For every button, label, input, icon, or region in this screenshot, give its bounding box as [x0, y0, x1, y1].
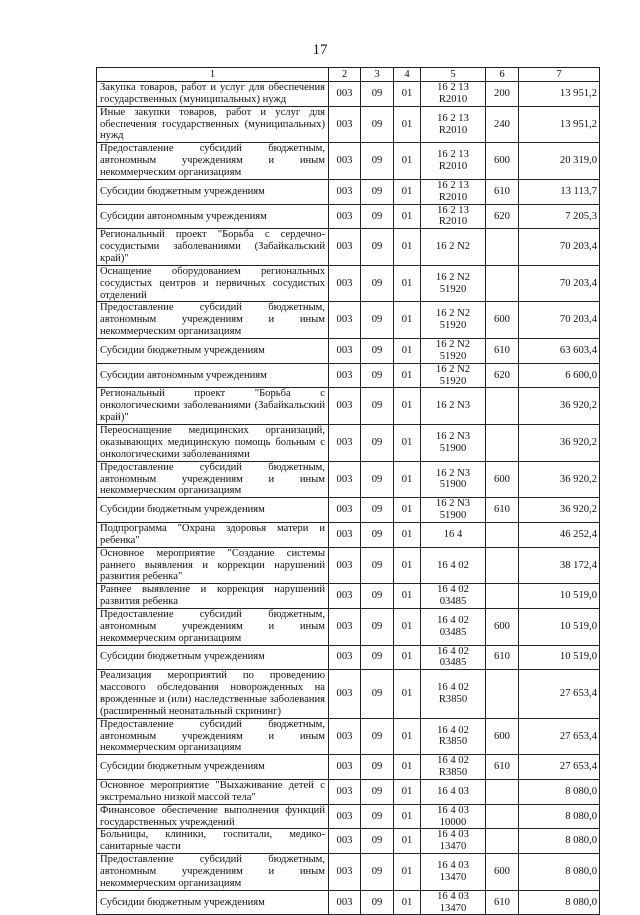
row-subsection-code: 01	[394, 204, 421, 229]
row-subsection-code: 01	[394, 779, 421, 804]
row-admin-code: 003	[329, 339, 361, 364]
row-subsection-code: 01	[394, 547, 421, 584]
row-expense-type	[486, 670, 519, 718]
row-subsection-code: 01	[394, 302, 421, 339]
row-section-code: 09	[361, 461, 394, 498]
table-row	[97, 229, 600, 266]
row-expense-type	[486, 522, 519, 547]
row-name: Предоставление субсидий бюджетным, автономным учреждениям и иным некоммерческим организациям	[97, 854, 329, 891]
row-name: Региональный проект "Борьба с онкологическими заболеваниями (Забайкальский край)"	[97, 388, 329, 425]
row-amount: 13 113,7	[519, 179, 600, 204]
table-row	[97, 854, 600, 891]
table-row	[97, 498, 600, 523]
row-expense-type: 600	[486, 854, 519, 891]
row-admin-code: 003	[329, 829, 361, 854]
row-target-article: 16 4 02 03485	[421, 608, 486, 645]
row-admin-code: 003	[329, 229, 361, 266]
header-cell: 1	[97, 68, 329, 82]
row-expense-type: 610	[486, 645, 519, 670]
table-row	[97, 547, 600, 584]
row-target-article: 16 4 03 10000	[421, 804, 486, 829]
row-amount: 8 080,0	[519, 890, 600, 915]
row-name: Предоставление субсидий бюджетным, автономным учреждениям и иным некоммерческим организациям	[97, 608, 329, 645]
table-row	[97, 829, 600, 854]
row-name: Раннее выявление и коррекция нарушений развития ребенка	[97, 584, 329, 609]
table-header-row	[97, 68, 600, 82]
row-expense-type	[486, 388, 519, 425]
row-admin-code: 003	[329, 425, 361, 462]
row-target-article: 16 4 02 03485	[421, 584, 486, 609]
table-row	[97, 82, 600, 107]
row-admin-code: 003	[329, 584, 361, 609]
row-target-article: 16 2 13 R2010	[421, 106, 486, 143]
row-target-article: 16 2 N3 51900	[421, 498, 486, 523]
table-row	[97, 804, 600, 829]
row-target-article: 16 2 13 R2010	[421, 143, 486, 180]
row-name: Субсидии автономным учреждениям	[97, 363, 329, 388]
row-target-article: 16 4 02 03485	[421, 645, 486, 670]
row-amount: 8 080,0	[519, 779, 600, 804]
row-target-article: 16 2 N2	[421, 229, 486, 266]
row-target-article: 16 4 02 R3850	[421, 718, 486, 755]
row-subsection-code: 01	[394, 179, 421, 204]
row-section-code: 09	[361, 204, 394, 229]
row-section-code: 09	[361, 854, 394, 891]
header-cell: 6	[486, 68, 519, 82]
row-target-article: 16 2 N2 51920	[421, 302, 486, 339]
header-cell: 2	[329, 68, 361, 82]
header-cell: 3	[361, 68, 394, 82]
row-subsection-code: 01	[394, 425, 421, 462]
row-name: Субсидии бюджетным учреждениям	[97, 179, 329, 204]
row-name: Предоставление субсидий бюджетным, автономным учреждениям и иным некоммерческим организациям	[97, 718, 329, 755]
row-section-code: 09	[361, 522, 394, 547]
row-expense-type: 620	[486, 363, 519, 388]
row-expense-type: 610	[486, 179, 519, 204]
row-amount: 70 203,4	[519, 229, 600, 266]
row-target-article: 16 2 N3	[421, 388, 486, 425]
row-section-code: 09	[361, 265, 394, 302]
row-amount: 10 519,0	[519, 608, 600, 645]
row-target-article: 16 4 02 R3850	[421, 670, 486, 718]
row-section-code: 09	[361, 143, 394, 180]
row-admin-code: 003	[329, 143, 361, 180]
row-section-code: 09	[361, 106, 394, 143]
row-amount: 70 203,4	[519, 302, 600, 339]
row-name: Субсидии бюджетным учреждениям	[97, 498, 329, 523]
row-name: Субсидии автономным учреждениям	[97, 204, 329, 229]
table-row	[97, 645, 600, 670]
row-amount: 27 653,4	[519, 718, 600, 755]
row-amount: 10 519,0	[519, 645, 600, 670]
row-section-code: 09	[361, 547, 394, 584]
row-target-article: 16 2 13 R2010	[421, 179, 486, 204]
header-cell: 5	[421, 68, 486, 82]
row-name: Иные закупки товаров, работ и услуг для обеспечения государственных (муниципальных) нужд	[97, 106, 329, 143]
row-expense-type	[486, 779, 519, 804]
row-expense-type	[486, 804, 519, 829]
row-section-code: 09	[361, 498, 394, 523]
row-subsection-code: 01	[394, 755, 421, 780]
row-subsection-code: 01	[394, 143, 421, 180]
table-row	[97, 718, 600, 755]
row-section-code: 09	[361, 755, 394, 780]
row-amount: 36 920,2	[519, 425, 600, 462]
row-admin-code: 003	[329, 608, 361, 645]
row-section-code: 09	[361, 179, 394, 204]
row-amount: 13 951,2	[519, 106, 600, 143]
table-row	[97, 302, 600, 339]
row-expense-type	[486, 547, 519, 584]
row-expense-type: 620	[486, 204, 519, 229]
row-name: Реализация мероприятий по проведению массового обследования новорожденных на врожденные и (или) наследственные заболевания (расширенный неонатальный скрининг)	[97, 670, 329, 718]
row-subsection-code: 01	[394, 498, 421, 523]
row-section-code: 09	[361, 829, 394, 854]
table-row	[97, 425, 600, 462]
row-name: Основное мероприятие "Создание системы раннего выявления и коррекции нарушений развития ребенка"	[97, 547, 329, 584]
row-subsection-code: 01	[394, 363, 421, 388]
row-admin-code: 003	[329, 179, 361, 204]
table-row	[97, 388, 600, 425]
row-amount: 38 172,4	[519, 547, 600, 584]
row-admin-code: 003	[329, 461, 361, 498]
row-subsection-code: 01	[394, 829, 421, 854]
row-section-code: 09	[361, 584, 394, 609]
row-target-article: 16 4 02 R3850	[421, 755, 486, 780]
row-amount: 36 920,2	[519, 388, 600, 425]
row-subsection-code: 01	[394, 522, 421, 547]
row-section-code: 09	[361, 82, 394, 107]
row-subsection-code: 01	[394, 718, 421, 755]
row-target-article: 16 2 N2 51920	[421, 339, 486, 364]
row-amount: 10 519,0	[519, 584, 600, 609]
row-section-code: 09	[361, 363, 394, 388]
row-amount: 36 920,2	[519, 498, 600, 523]
row-admin-code: 003	[329, 388, 361, 425]
row-name: Подпрограмма "Охрана здоровья матери и ребенка"	[97, 522, 329, 547]
row-expense-type: 610	[486, 755, 519, 780]
row-name: Предоставление субсидий бюджетным, автономным учреждениям и иным некоммерческим организациям	[97, 143, 329, 180]
table-row	[97, 522, 600, 547]
row-name: Субсидии бюджетным учреждениям	[97, 890, 329, 915]
row-amount: 36 920,2	[519, 461, 600, 498]
row-admin-code: 003	[329, 363, 361, 388]
table-row	[97, 143, 600, 180]
row-amount: 6 600,0	[519, 363, 600, 388]
row-admin-code: 003	[329, 498, 361, 523]
row-name: Основное мероприятие "Выхаживание детей с экстремально низкой массой тела"	[97, 779, 329, 804]
row-name: Региональный проект "Борьба с сердечно-сосудистыми заболеваниями (Забайкальский край)"	[97, 229, 329, 266]
table-row	[97, 106, 600, 143]
row-amount: 20 319,0	[519, 143, 600, 180]
row-subsection-code: 01	[394, 608, 421, 645]
row-name: Предоставление субсидий бюджетным, автономным учреждениям и иным некоммерческим организациям	[97, 302, 329, 339]
row-amount: 63 603,4	[519, 339, 600, 364]
row-expense-type	[486, 265, 519, 302]
row-section-code: 09	[361, 670, 394, 718]
table-row	[97, 461, 600, 498]
page-number: 17	[312, 42, 328, 58]
row-subsection-code: 01	[394, 82, 421, 107]
row-section-code: 09	[361, 229, 394, 266]
row-expense-type: 610	[486, 339, 519, 364]
row-name: Субсидии бюджетным учреждениям	[97, 645, 329, 670]
row-admin-code: 003	[329, 670, 361, 718]
row-amount: 8 080,0	[519, 804, 600, 829]
row-name: Переоснащение медицинских организаций, оказывающих медицинскую помощь больным с онкологическими заболеваниями	[97, 425, 329, 462]
row-admin-code: 003	[329, 204, 361, 229]
row-section-code: 09	[361, 302, 394, 339]
row-amount: 7 205,3	[519, 204, 600, 229]
row-admin-code: 003	[329, 106, 361, 143]
row-section-code: 09	[361, 608, 394, 645]
row-amount: 8 080,0	[519, 854, 600, 891]
row-expense-type: 240	[486, 106, 519, 143]
table-row	[97, 755, 600, 780]
row-amount: 13 951,2	[519, 82, 600, 107]
row-subsection-code: 01	[394, 670, 421, 718]
row-expense-type: 600	[486, 608, 519, 645]
table-row	[97, 179, 600, 204]
row-admin-code: 003	[329, 804, 361, 829]
row-expense-type: 600	[486, 718, 519, 755]
row-expense-type: 600	[486, 461, 519, 498]
row-subsection-code: 01	[394, 854, 421, 891]
row-target-article: 16 2 13 R2010	[421, 204, 486, 229]
table-row	[97, 890, 600, 915]
row-target-article: 16 2 N3 51900	[421, 425, 486, 462]
row-target-article: 16 4 02	[421, 547, 486, 584]
row-section-code: 09	[361, 388, 394, 425]
row-expense-type: 610	[486, 890, 519, 915]
row-subsection-code: 01	[394, 388, 421, 425]
row-amount: 8 080,0	[519, 829, 600, 854]
table-row	[97, 204, 600, 229]
table-row	[97, 265, 600, 302]
row-name: Закупка товаров, работ и услуг для обеспечения государственных (муниципальных) нужд	[97, 82, 329, 107]
row-name: Финансовое обеспечение выполнения функций государственных учреждений	[97, 804, 329, 829]
row-target-article: 16 2 N2 51920	[421, 265, 486, 302]
row-admin-code: 003	[329, 522, 361, 547]
row-name: Субсидии бюджетным учреждениям	[97, 339, 329, 364]
budget-table	[96, 67, 600, 915]
row-subsection-code: 01	[394, 584, 421, 609]
row-name: Субсидии бюджетным учреждениям	[97, 755, 329, 780]
row-subsection-code: 01	[394, 461, 421, 498]
row-section-code: 09	[361, 890, 394, 915]
row-subsection-code: 01	[394, 804, 421, 829]
row-admin-code: 003	[329, 645, 361, 670]
row-subsection-code: 01	[394, 339, 421, 364]
header-cell: 7	[519, 68, 600, 82]
row-admin-code: 003	[329, 718, 361, 755]
row-admin-code: 003	[329, 854, 361, 891]
row-admin-code: 003	[329, 265, 361, 302]
row-admin-code: 003	[329, 755, 361, 780]
table-row	[97, 363, 600, 388]
row-name: Предоставление субсидий бюджетным, автономным учреждениям и иным некоммерческим организациям	[97, 461, 329, 498]
row-target-article: 16 4	[421, 522, 486, 547]
table-row	[97, 339, 600, 364]
row-expense-type: 610	[486, 498, 519, 523]
row-target-article: 16 4 03	[421, 779, 486, 804]
row-subsection-code: 01	[394, 229, 421, 266]
row-target-article: 16 2 N2 51920	[421, 363, 486, 388]
table-row	[97, 670, 600, 718]
row-expense-type	[486, 229, 519, 266]
row-name: Оснащение оборудованием региональных сосудистых центров и первичных сосудистых отделений	[97, 265, 329, 302]
row-subsection-code: 01	[394, 265, 421, 302]
table-row	[97, 779, 600, 804]
row-admin-code: 003	[329, 82, 361, 107]
row-expense-type	[486, 425, 519, 462]
row-amount: 70 203,4	[519, 265, 600, 302]
row-admin-code: 003	[329, 302, 361, 339]
row-expense-type: 600	[486, 302, 519, 339]
header-cell: 4	[394, 68, 421, 82]
row-section-code: 09	[361, 718, 394, 755]
row-target-article: 16 4 03 13470	[421, 854, 486, 891]
row-target-article: 16 4 03 13470	[421, 829, 486, 854]
row-amount: 46 252,4	[519, 522, 600, 547]
table-body	[97, 68, 600, 915]
row-section-code: 09	[361, 339, 394, 364]
row-section-code: 09	[361, 804, 394, 829]
row-expense-type: 200	[486, 82, 519, 107]
row-section-code: 09	[361, 779, 394, 804]
table-row	[97, 584, 600, 609]
row-target-article: 16 4 03 13470	[421, 890, 486, 915]
row-section-code: 09	[361, 425, 394, 462]
row-subsection-code: 01	[394, 106, 421, 143]
row-expense-type: 600	[486, 143, 519, 180]
row-name: Больницы, клиники, госпитали, медико-санитарные части	[97, 829, 329, 854]
row-target-article: 16 2 N3 51900	[421, 461, 486, 498]
row-admin-code: 003	[329, 779, 361, 804]
row-subsection-code: 01	[394, 890, 421, 915]
row-admin-code: 003	[329, 890, 361, 915]
row-expense-type	[486, 829, 519, 854]
row-subsection-code: 01	[394, 645, 421, 670]
table-row	[97, 608, 600, 645]
row-section-code: 09	[361, 645, 394, 670]
row-amount: 27 653,4	[519, 755, 600, 780]
row-expense-type	[486, 584, 519, 609]
row-amount: 27 653,4	[519, 670, 600, 718]
row-target-article: 16 2 13 R2010	[421, 82, 486, 107]
row-admin-code: 003	[329, 547, 361, 584]
